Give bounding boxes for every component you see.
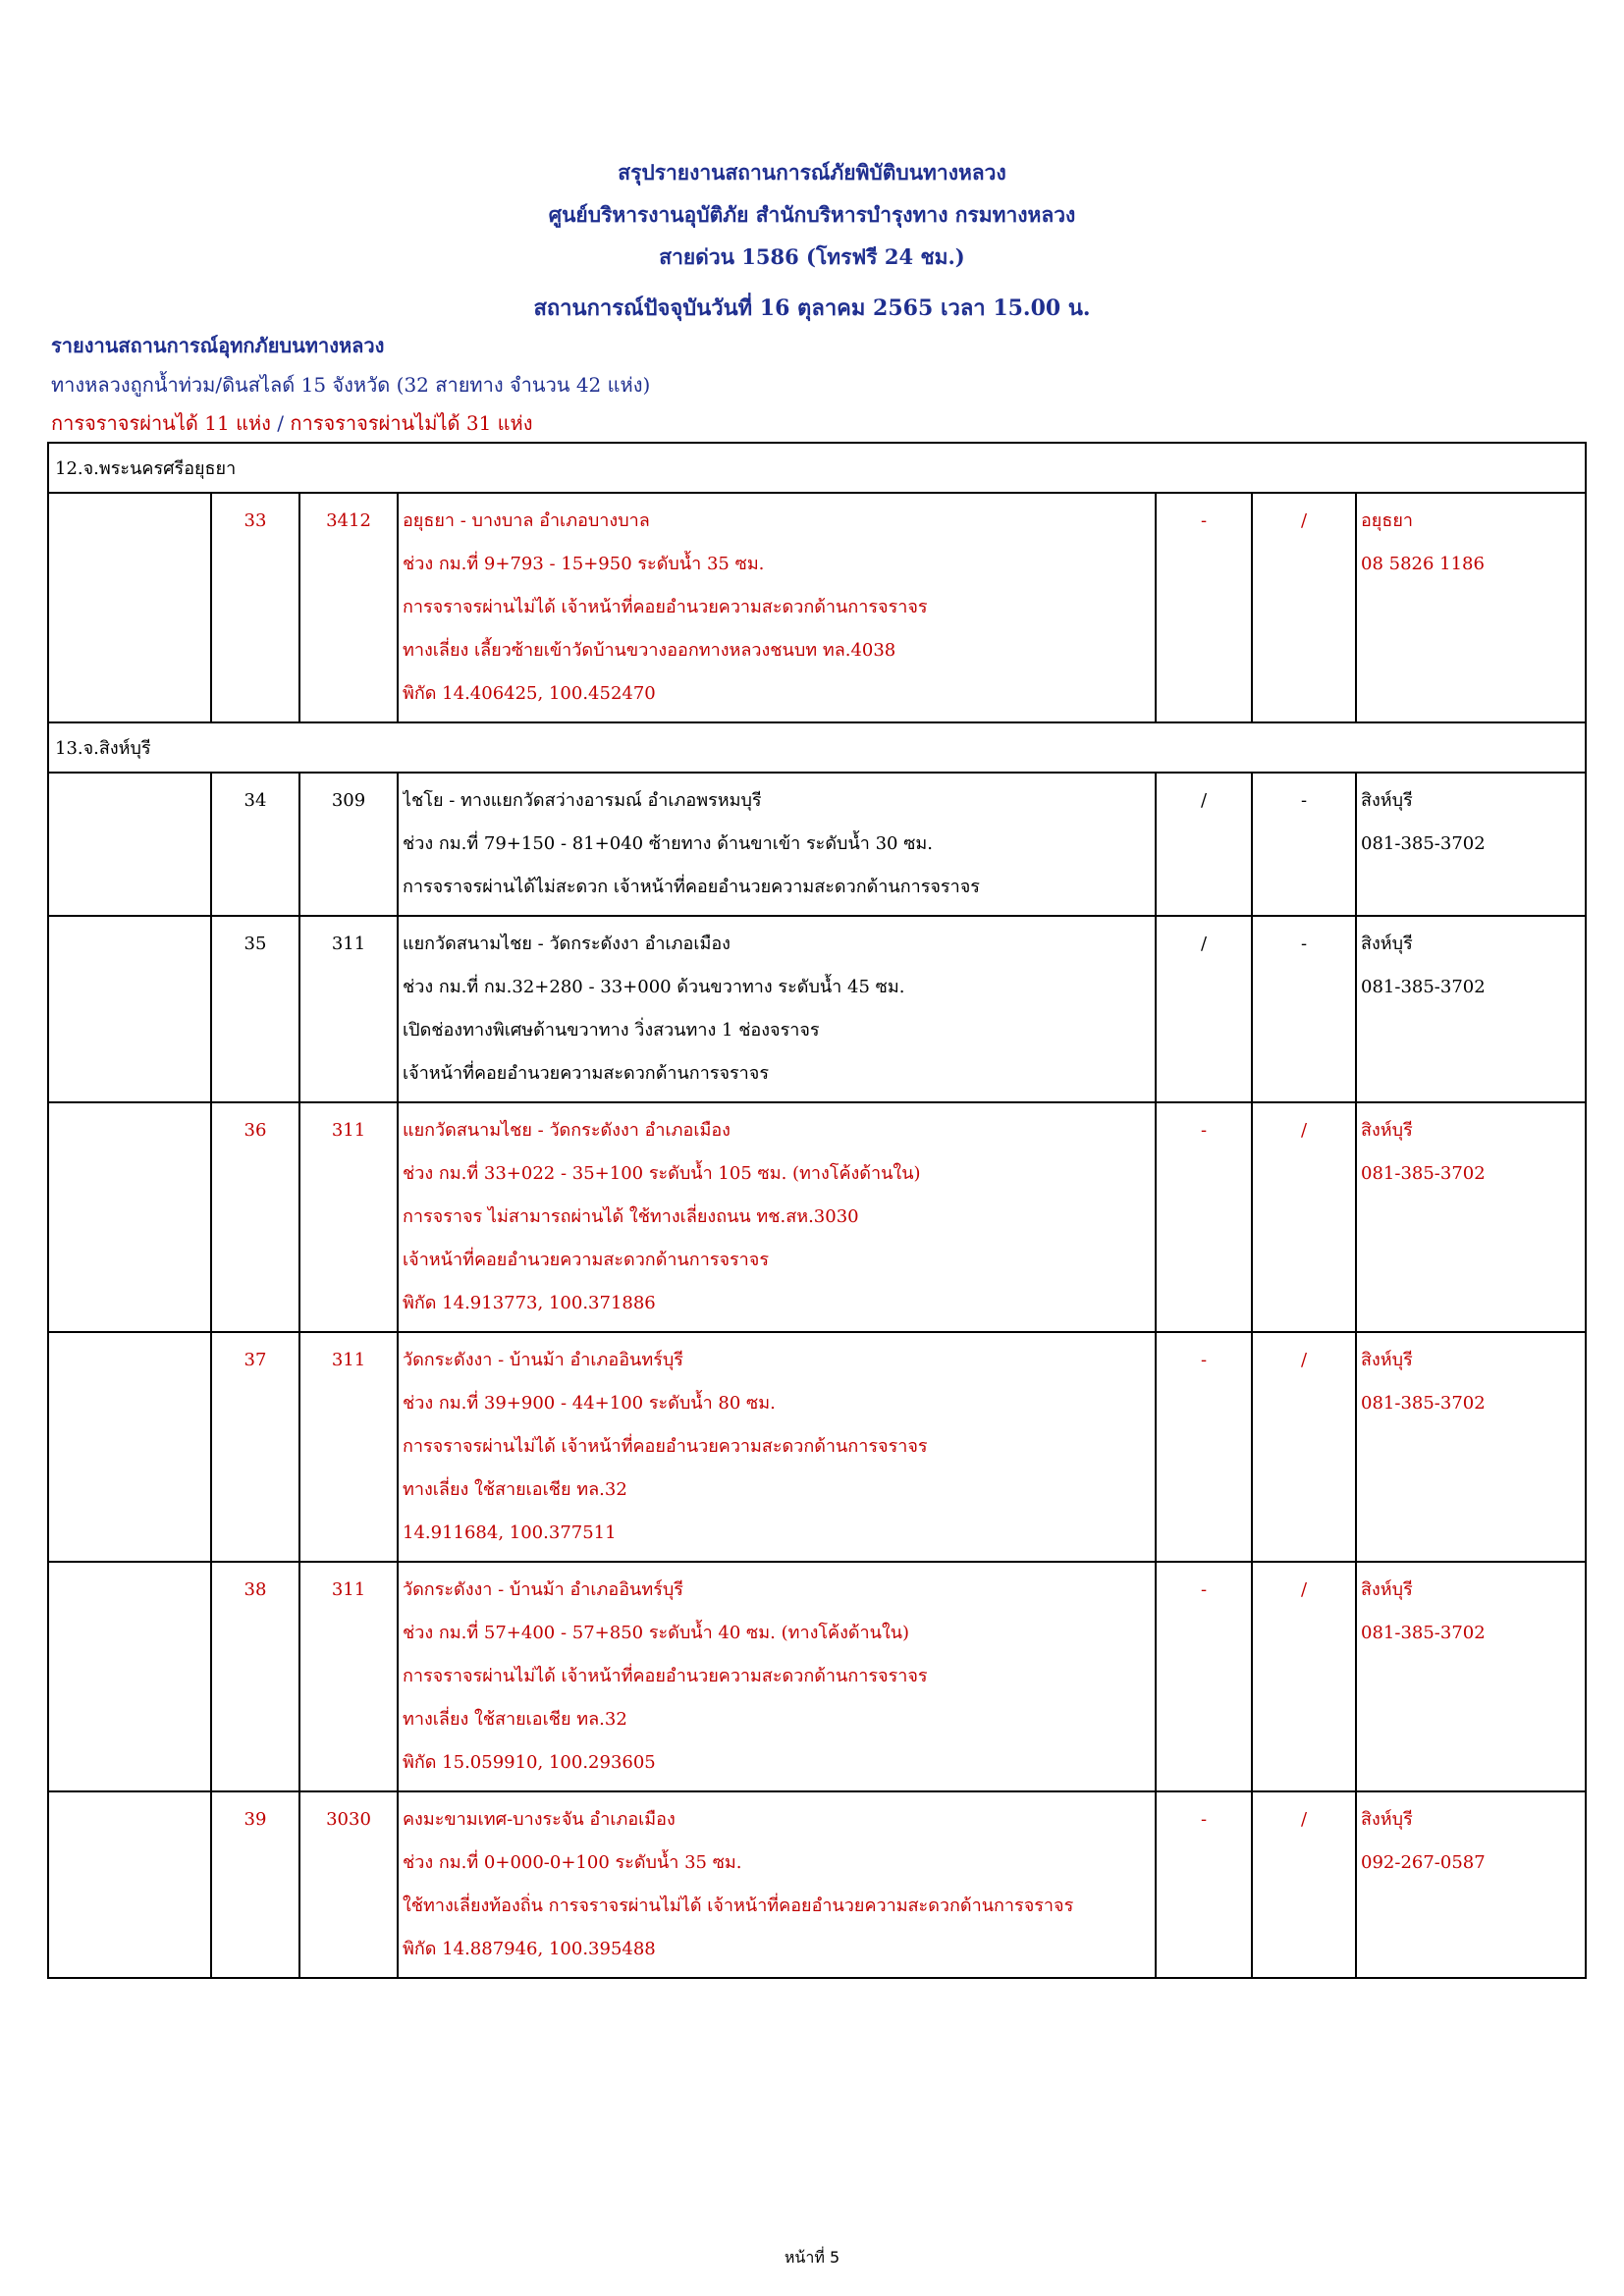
report-agency: ศูนย์บริหารงานอุบัติภัย สำนักบริหารบำรุงทาง กรมทางหลวง: [548, 202, 1076, 227]
detail-line: พิกัด 14.913773, 100.371886: [403, 1293, 656, 1313]
impassable-mark-cell: [1252, 1562, 1356, 1791]
contact-info: [1356, 1562, 1586, 1791]
detail-line: เปิดช่องทางพิเศษด้านขวาทาง วิ่งสวนทาง 1 ช่องจราจร: [403, 1020, 820, 1041]
detail-line: พิกัด 14.406425, 100.452470: [403, 683, 656, 704]
page-number: หน้าที่ 5: [784, 2248, 840, 2267]
route-number: 311: [331, 1579, 366, 1600]
contact-info: [1356, 493, 1586, 722]
table-row: [48, 1791, 1586, 1978]
contact-phone: 081-385-3702: [1361, 1163, 1486, 1184]
detail-line: เจ้าหน้าที่คอยอำนวยความสะดวกด้านการจราจร: [403, 1250, 770, 1270]
contact-phone: 081-385-3702: [1361, 977, 1486, 997]
route-number-cell: [299, 1332, 398, 1562]
impassable-mark-cell: [1252, 773, 1356, 916]
item-number: 37: [244, 1350, 267, 1370]
summary-separator: /: [270, 411, 291, 435]
table-row: [48, 493, 1586, 722]
hotline: สายด่วน 1586 (โทรฟรี 24 ชม.): [659, 244, 965, 269]
item-number: 39: [244, 1809, 267, 1830]
item-number-cell: [211, 493, 299, 722]
detail-line: ทางเลี่ยง ใช้สายเอเชีย ทล.32: [403, 1709, 627, 1730]
detail-line: แยกวัดสนามไชย - วัดกระดังงา อำเภอเมือง: [403, 934, 731, 954]
location-details: [398, 493, 1156, 722]
blank-cell: [48, 493, 211, 722]
impassable-mark-cell: [1252, 1332, 1356, 1562]
detail-line: 14.911684, 100.377511: [403, 1522, 617, 1543]
blank-cell: [48, 1791, 211, 1978]
detail-line: ช่วง กม.ที่ 0+000-0+100 ระดับน้ำ 35 ซม.: [403, 1852, 742, 1873]
item-number-cell: [211, 1562, 299, 1791]
blank-cell: [48, 773, 211, 916]
detail-line: ช่วง กม.ที่ 9+793 - 15+950 ระดับน้ำ 35 ซม.: [403, 554, 765, 574]
passable-mark-cell: [1156, 1332, 1252, 1562]
impassable-mark-cell: [1252, 916, 1356, 1102]
route-number-cell: [299, 1102, 398, 1332]
detail-line: ไชโย - ทางแยกวัดสว่างอารมณ์ อำเภอพรหมบุรี: [403, 790, 762, 811]
impassable-mark: /: [1300, 1350, 1308, 1370]
passable-mark: -: [1200, 1809, 1208, 1830]
contact-phone: 081-385-3702: [1361, 833, 1486, 854]
table-row: [48, 1102, 1586, 1332]
table-row: [48, 773, 1586, 916]
route-number-cell: [299, 916, 398, 1102]
blank-cell: [48, 916, 211, 1102]
impassable-mark-cell: [1252, 1791, 1356, 1978]
passable-mark-cell: [1156, 1102, 1252, 1332]
detail-line: พิกัด 15.059910, 100.293605: [403, 1752, 656, 1773]
detail-line: การจราจรผ่านไม่ได้ เจ้าหน้าที่คอยอำนวยความสะดวกด้านการจราจร: [403, 597, 928, 617]
detail-line: ทางเลี่ยง เลี้ยวซ้ายเข้าวัดบ้านขวางออกทางหลวงชนบท ทล.4038: [403, 640, 896, 661]
route-number: 311: [331, 1350, 366, 1370]
location-details: [398, 1102, 1156, 1332]
impassable-count: การจราจรผ่านไม่ได้ 31 แห่ง: [290, 411, 533, 435]
detail-line: อยุธยา - บางบาล อำเภอบางบาล: [403, 510, 650, 531]
impassable-mark-cell: [1252, 1102, 1356, 1332]
detail-line: การจราจรผ่านไม่ได้ เจ้าหน้าที่คอยอำนวยความสะดวกด้านการจราจร: [403, 1666, 928, 1686]
detail-line: ทางเลี่ยง ใช้สายเอเชีย ทล.32: [403, 1479, 627, 1500]
location-details: [398, 773, 1156, 916]
route-number: 3030: [326, 1809, 371, 1830]
impassable-mark: /: [1300, 1809, 1308, 1830]
passable-mark-cell: [1156, 773, 1252, 916]
detail-line: ช่วง กม.ที่ กม.32+280 - 33+000 ด้วนขวาทาง ระดับน้ำ 45 ซม.: [403, 977, 905, 997]
province-name: 12.จ.พระนครศรีอยุธยา: [48, 443, 1586, 493]
detail-line: แยกวัดสนามไชย - วัดกระดังงา อำเภอเมือง: [403, 1120, 731, 1141]
item-number: 35: [244, 934, 267, 954]
report-datetime: สถานการณ์ปัจจุบันวันที่ 16 ตุลาคม 2565 เวลา 15.00 น.: [533, 295, 1091, 321]
item-number-cell: [211, 1332, 299, 1562]
detail-line: ช่วง กม.ที่ 79+150 - 81+040 ซ้ายทาง ด้านขาเข้า ระดับน้ำ 30 ซม.: [403, 833, 934, 854]
item-number: 38: [244, 1579, 267, 1600]
blank-cell: [48, 1102, 211, 1332]
detail-line: พิกัด 14.887946, 100.395488: [403, 1939, 656, 1959]
passable-mark: -: [1200, 1579, 1208, 1600]
detail-line: วัดกระดังงา - บ้านม้า อำเภออินทร์บุรี: [403, 1350, 683, 1370]
passable-mark-cell: [1156, 1791, 1252, 1978]
route-number: 309: [331, 790, 366, 811]
detail-line: เจ้าหน้าที่คอยอำนวยความสะดวกด้านการจราจร: [403, 1063, 770, 1084]
summary-traffic: [51, 407, 533, 439]
table-row: [48, 916, 1586, 1102]
contact-info: [1356, 916, 1586, 1102]
summary-line: ทางหลวงถูกน้ำท่วม/ดินสไลด์ 15 จังหวัด (32 สายทาง จำนวน 42 แห่ง): [51, 373, 651, 397]
item-number: 33: [244, 510, 267, 531]
passable-count: การจราจรผ่านได้ 11 แห่ง: [51, 411, 271, 435]
detail-line: คงมะขามเทศ-บางระจัน อำเภอเมือง: [403, 1809, 676, 1830]
location-details: [398, 1332, 1156, 1562]
detail-line: วัดกระดังงา - บ้านม้า อำเภออินทร์บุรี: [403, 1579, 683, 1600]
passable-mark: /: [1200, 790, 1208, 811]
passable-mark-cell: [1156, 916, 1252, 1102]
contact-phone: 092-267-0587: [1361, 1852, 1486, 1873]
item-number: 34: [244, 790, 267, 811]
contact-info: [1356, 773, 1586, 916]
location-details: [398, 1791, 1156, 1978]
location-details: [398, 916, 1156, 1102]
province-row: [48, 722, 1586, 773]
impassable-mark: -: [1300, 934, 1308, 954]
province-name: 13.จ.สิงห์บุรี: [48, 722, 1586, 773]
contact-info: [1356, 1102, 1586, 1332]
detail-line: การจราจร ไม่สามารถผ่านได้ ใช้ทางเลี่ยงถนน ทช.สห.3030: [403, 1206, 859, 1227]
summary-title: รายงานสถานการณ์อุทกภัยบนทางหลวง: [51, 334, 385, 357]
passable-mark-cell: [1156, 1562, 1252, 1791]
detail-line: ช่วง กม.ที่ 39+900 - 44+100 ระดับน้ำ 80 ซม.: [403, 1393, 776, 1414]
impassable-mark-cell: [1252, 493, 1356, 722]
passable-mark-cell: [1156, 493, 1252, 722]
contact-phone: 081-385-3702: [1361, 1623, 1486, 1643]
contact-office: อยุธยา: [1361, 510, 1413, 531]
detail-line: ช่วง กม.ที่ 33+022 - 35+100 ระดับน้ำ 105 ซม. (ทางโค้งด้านใน): [403, 1163, 921, 1184]
impassable-mark: /: [1300, 1579, 1308, 1600]
impassable-mark: /: [1300, 1120, 1308, 1141]
route-number: 3412: [326, 510, 371, 531]
contact-office: สิงห์บุรี: [1361, 790, 1413, 811]
contact-info: [1356, 1791, 1586, 1978]
contact-office: สิงห์บุรี: [1361, 1350, 1413, 1370]
table-row: [48, 1562, 1586, 1791]
detail-line: การจราจรผ่านไม่ได้ เจ้าหน้าที่คอยอำนวยความสะดวกด้านการจราจร: [403, 1436, 928, 1457]
passable-mark: -: [1200, 510, 1208, 531]
location-details: [398, 1562, 1156, 1791]
passable-mark: /: [1200, 934, 1208, 954]
route-number: 311: [331, 1120, 366, 1141]
route-number-cell: [299, 1562, 398, 1791]
contact-phone: 081-385-3702: [1361, 1393, 1486, 1414]
contact-office: สิงห์บุรี: [1361, 1120, 1413, 1141]
flood-report-table: [47, 442, 1587, 1979]
item-number-cell: [211, 916, 299, 1102]
item-number-cell: [211, 1102, 299, 1332]
province-row: [48, 443, 1586, 493]
blank-cell: [48, 1332, 211, 1562]
blank-cell: [48, 1562, 211, 1791]
impassable-mark: -: [1300, 790, 1308, 811]
item-number-cell: [211, 773, 299, 916]
route-number: 311: [331, 934, 366, 954]
contact-info: [1356, 1332, 1586, 1562]
route-number-cell: [299, 493, 398, 722]
contact-office: สิงห์บุรี: [1361, 1809, 1413, 1830]
table-row: [48, 1332, 1586, 1562]
contact-office: สิงห์บุรี: [1361, 934, 1413, 954]
contact-office: สิงห์บุรี: [1361, 1579, 1413, 1600]
item-number-cell: [211, 1791, 299, 1978]
passable-mark: -: [1200, 1350, 1208, 1370]
detail-line: ช่วง กม.ที่ 57+400 - 57+850 ระดับน้ำ 40 ซม. (ทางโค้งด้านใน): [403, 1623, 910, 1643]
route-number-cell: [299, 1791, 398, 1978]
route-number-cell: [299, 773, 398, 916]
passable-mark: -: [1200, 1120, 1208, 1141]
item-number: 36: [244, 1120, 267, 1141]
contact-phone: 08 5826 1186: [1361, 554, 1485, 574]
report-title: สรุปรายงานสถานการณ์ภัยพิบัติบนทางหลวง: [618, 160, 1006, 185]
detail-line: ใช้ทางเลี่ยงท้องถิ่น การจราจรผ่านไม่ได้ เจ้าหน้าที่คอยอำนวยความสะดวกด้านการจราจร: [403, 1896, 1074, 1916]
detail-line: การจราจรผ่านได้ไม่สะดวก เจ้าหน้าที่คอยอำนวยความสะดวกด้านการจราจร: [403, 877, 980, 897]
impassable-mark: /: [1300, 510, 1308, 531]
